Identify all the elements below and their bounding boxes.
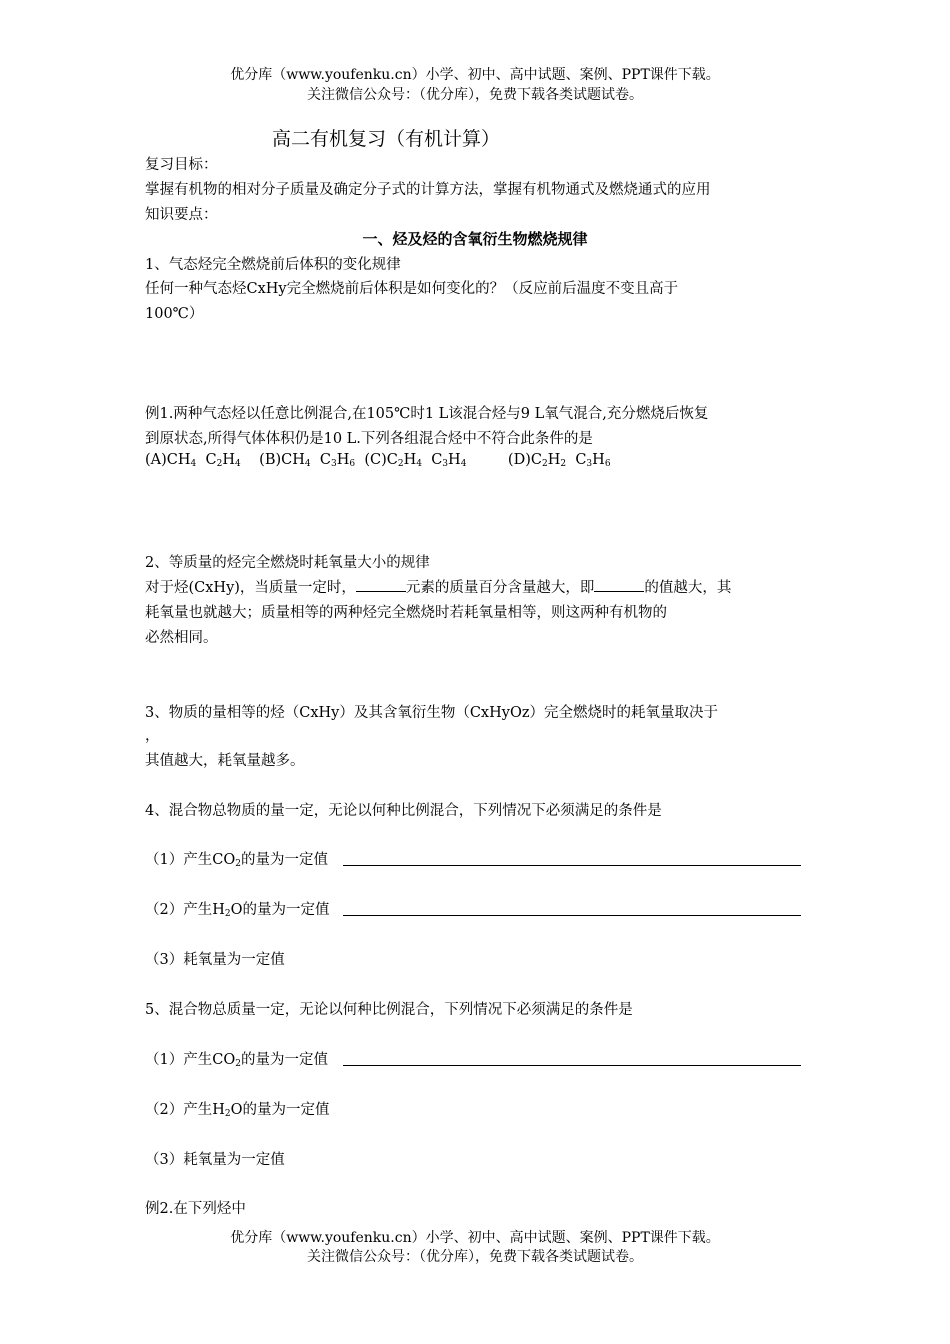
example-1-line-1: 例1.两种气态烃以任意比例混合,在105℃时1 L该混合烃与9 L氧气混合,充分燃烧后恢复 [145,406,709,422]
item-4-condition-1: （1）产生$CO_2$的量为一定值 [145,852,328,869]
item-1-heading: 1、气态烃完全燃烧前后体积的变化规律 [145,257,401,273]
example-1-options [145,452,611,468]
blank-ratio[interactable] [594,577,644,592]
goals-label: 复习目标： [145,157,218,173]
item-2-line-2: 耗氧量也就越大；质量相等的两种烃完全燃烧时若耗氧量相等，则这两种有机物的 [145,605,667,621]
item-4-condition-2: （2）产生$H_2O$的量为一定值 [145,902,330,919]
item-2-line-1: 对于烃(CxHy)，当质量一定时， 元素的质量百分含量越大，即 的值越大，其 [145,576,731,597]
option-c: $(C)C_2H_4$ $C_3H_4$ [364,452,467,469]
item-5-condition-2: （2）产生$H_2O$的量为一定值 [145,1102,330,1119]
item-2-heading: 2、等质量的烃完全燃烧时耗氧量大小的规律 [145,555,430,571]
footer-line-1: 优分库（www.youfenku.cn）小学、初中、高中试题、案例、PPT课件下载。 [230,1230,720,1246]
item-4-heading: 4、混合物总物质的量一定，无论以何种比例混合，下列情况下必须满足的条件是 [145,803,662,819]
item-5-condition-1: （1）产生$CO_2$的量为一定值 [145,1052,328,1069]
item-4-condition-3: （3）耗氧量为一定值 [145,952,285,968]
item-3-line-2: ， [145,728,160,744]
option-d: $(D)C_2H_2$ $C_3H_6$ [507,452,611,469]
header-line-1: 优分库（www.youfenku.cn）小学、初中、高中试题、案例、PPT课件下载。 [230,67,720,83]
item-1-question-line-2: 100℃） [145,306,204,322]
item-5-condition-3: （3）耗氧量为一定值 [145,1152,285,1168]
section-1-title: 一、烃及烃的含氧衍生物燃烧规律 [362,230,588,248]
goals-text: 掌握有机物的相对分子质量及确定分子式的计算方法，掌握有机物通式及燃烧通式的应用 [145,182,711,198]
option-b: $(B)CH_4$ $C_3H_6$ [259,452,356,469]
item-3-line-3: 其值越大，耗氧量越多。 [145,753,305,769]
footer-line-2: 关注微信公众号：（优分库），免费下载各类试题试卷。 [307,1249,643,1265]
item-4-answer-line-2[interactable] [343,915,801,916]
item-2-line-3: 必然相同。 [145,630,218,646]
header-line-2: 关注微信公众号：（优分库），免费下载各类试题试卷。 [307,87,643,103]
page-title: 高二有机复习（有机计算） [272,128,501,150]
item-5-answer-line-1[interactable] [343,1065,801,1066]
example-2-heading: 例2.在下列烃中 [145,1201,246,1217]
points-label: 知识要点： [145,207,218,223]
example-1-line-2: 到原状态,所得气体体积仍是10 L.下列各组混合烃中不符合此条件的是 [145,431,593,447]
item-3-line-1: 3、物质的量相等的烃（CxHy）及其含氧衍生物（CxHyOz）完全燃烧时的耗氧量取决于 [145,705,718,721]
blank-element[interactable] [356,577,406,592]
item-5-heading: 5、混合物总质量一定，无论以何种比例混合，下列情况下必须满足的条件是 [145,1002,633,1018]
option-a: $(A)CH_4$ $C_2H_4$ [145,452,241,469]
item-4-answer-line-1[interactable] [343,865,801,866]
item-1-question-line-1: 任何一种气态烃CxHy完全燃烧前后体积是如何变化的？（反应前后温度不变且高于 [145,281,679,297]
